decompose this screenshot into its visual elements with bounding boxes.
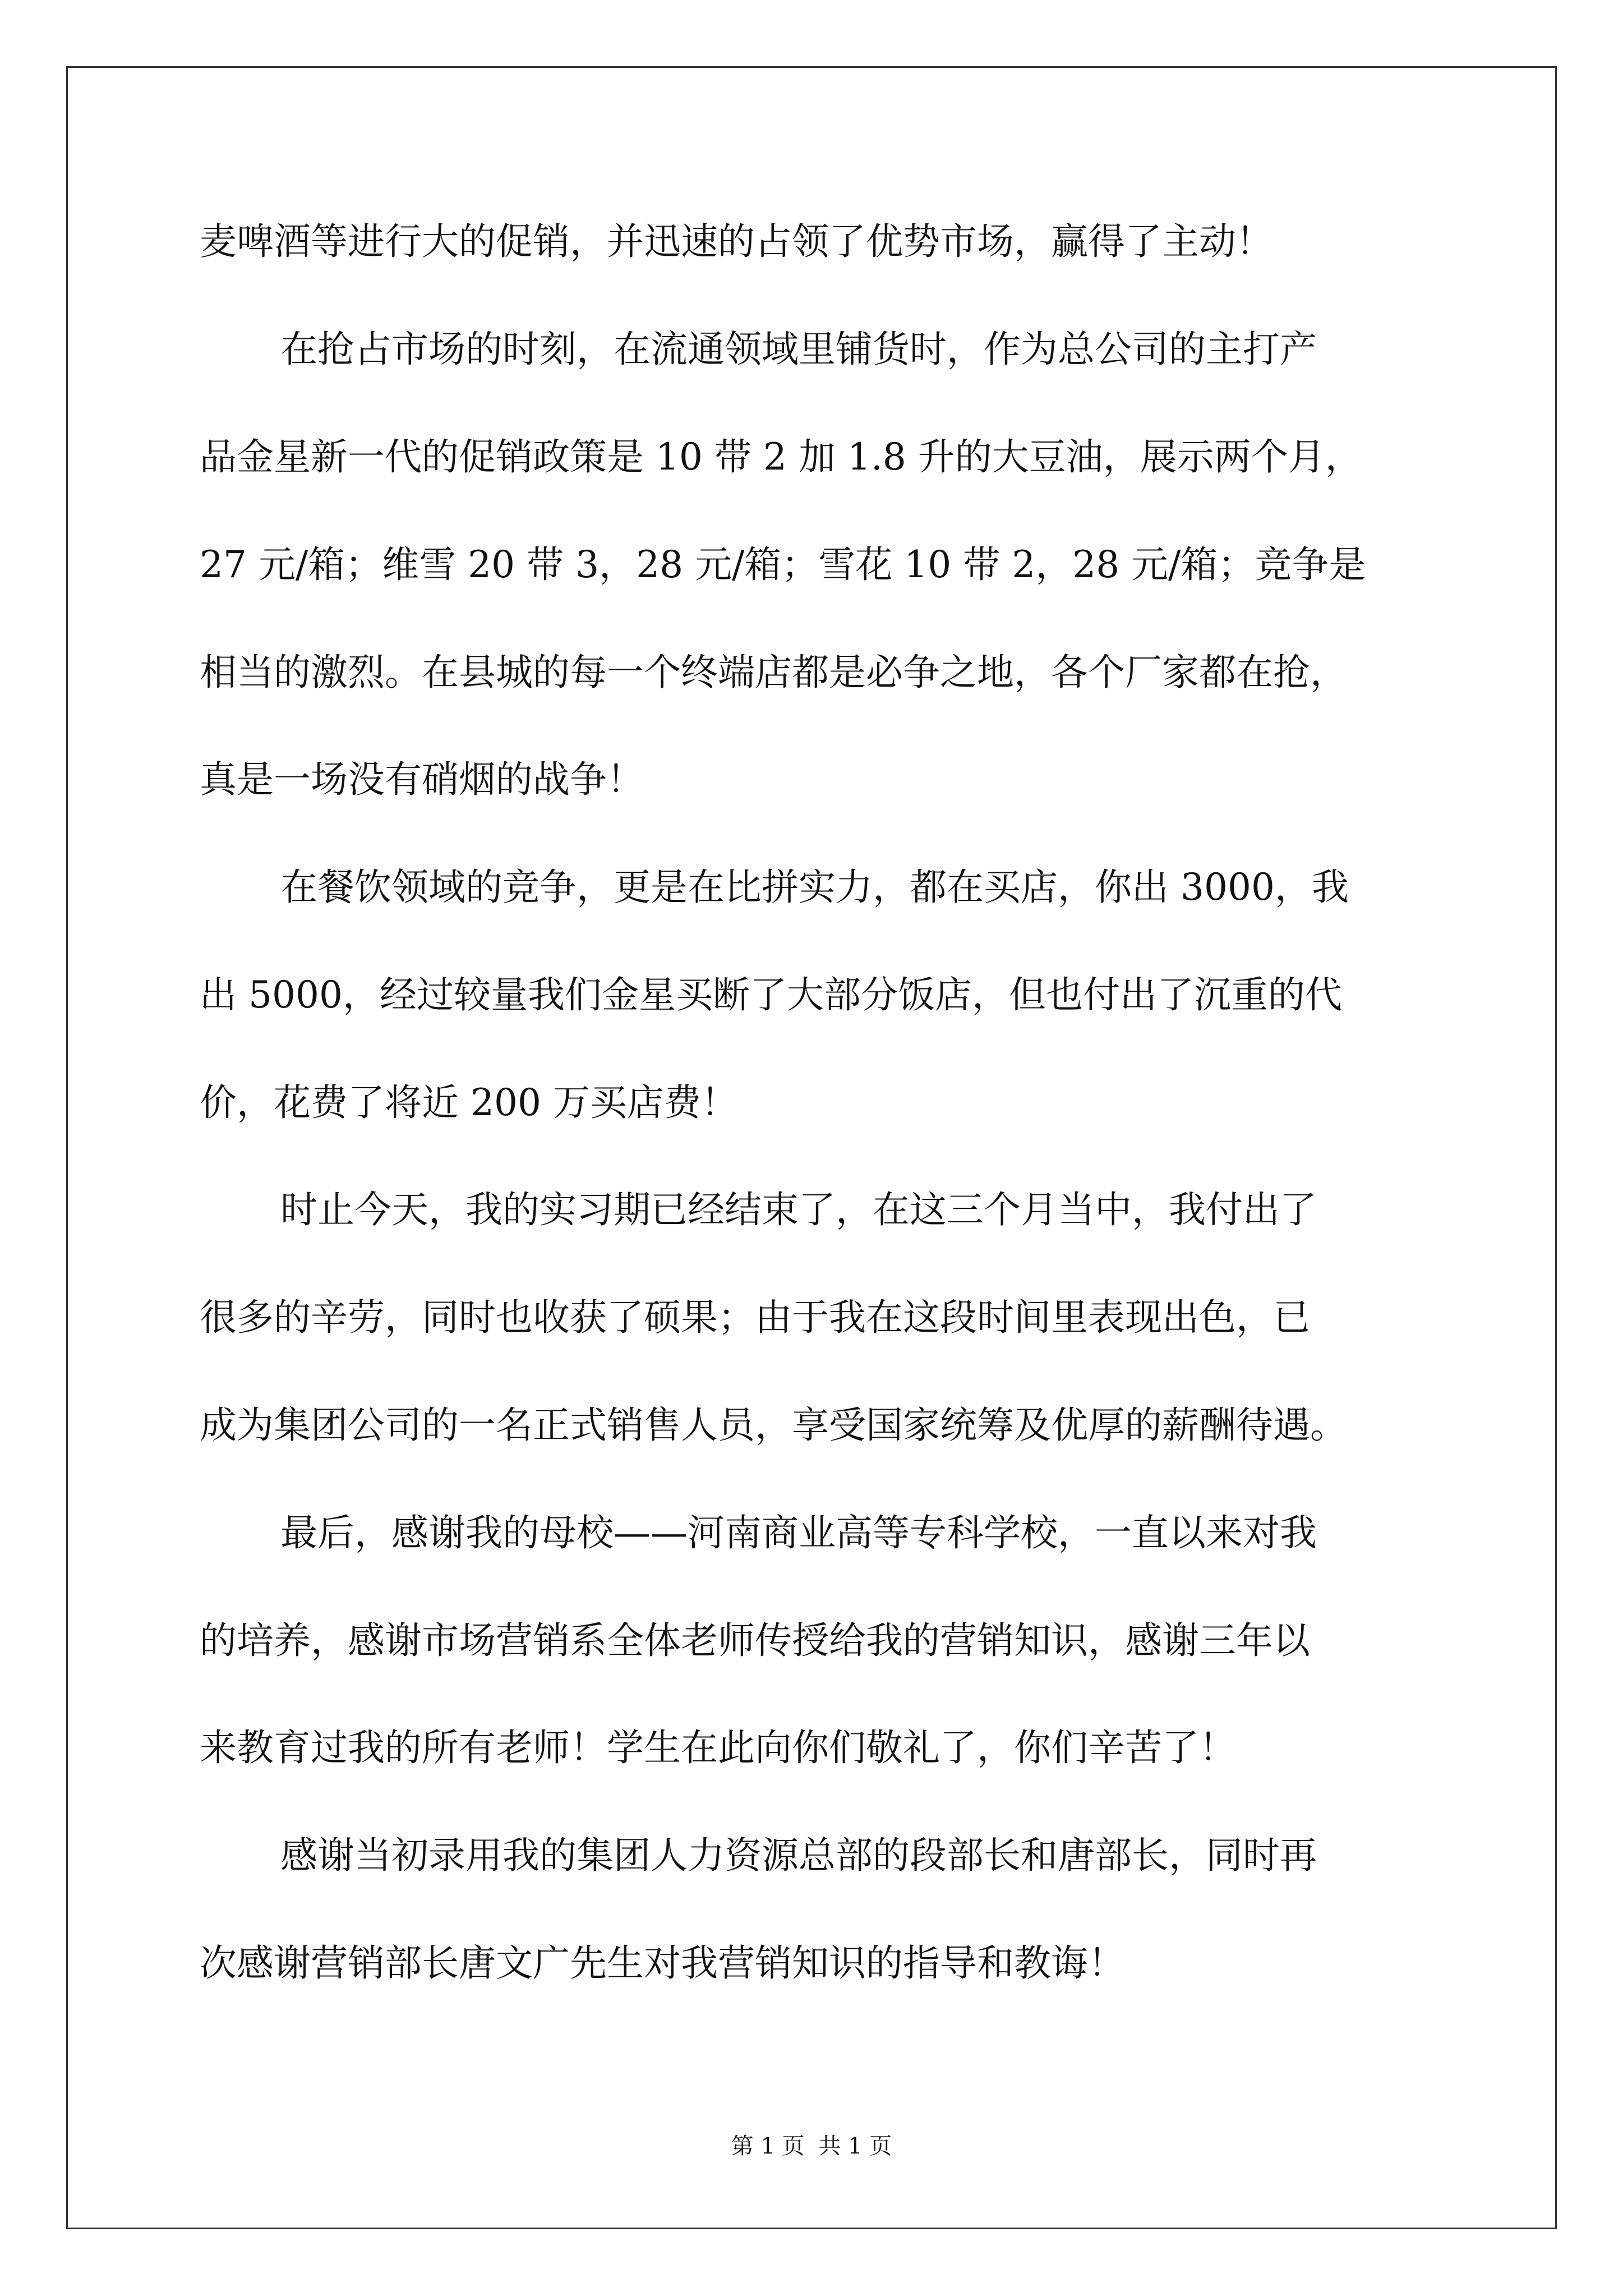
paragraph-first-line: 在抢占市场的时刻，在流通领域里铺货时，作为总公司的主打产: [280, 328, 1317, 371]
text-line: 品金星新一代的促销政策是 10 带 2 加 1.8 升的大豆油，展示两个月，: [200, 435, 1362, 478]
page-footer: [0, 2131, 1623, 2162]
text-line: 的培养，感谢市场营销系全体老师传授给我的营销知识，感谢三年以: [200, 1619, 1310, 1662]
text-line: 来教育过我的所有老师！学生在此向你们敬礼了，你们辛苦了！: [200, 1726, 1236, 1769]
text-line: 真是一场没有硝烟的战争！: [200, 758, 644, 801]
text-line: 次感谢营销部长唐文广先生对我营销知识的指导和教诲！: [200, 1941, 1125, 1985]
paragraph-first-line: 感谢当初录用我的集团人力资源总部的段部长和唐部长，同时再: [280, 1834, 1317, 1877]
text-line: 相当的激烈。在县城的每一个终端店都是必争之地，各个厂家都在抢，: [200, 651, 1347, 694]
paragraph-first-line: 最后，感谢我的母校——河南商业高等专科学校，一直以来对我: [280, 1511, 1317, 1554]
text-line: 价，花费了将近 200 万买店费！: [200, 1081, 738, 1124]
text-line: 27 元/箱；维雪 20 带 3，28 元/箱；雪花 10 带 2，28 元/箱；竞争是: [200, 543, 1366, 586]
page-border: [66, 66, 1557, 2229]
paragraph-first-line: 时止今天，我的实习期已经结束了，在这三个月当中，我付出了: [280, 1188, 1317, 1231]
paragraph-first-line: 在餐饮领域的竞争，更是在比拼实力，都在买店，你出 3000，我: [280, 866, 1349, 909]
text-line: 出 5000，经过较量我们金星买断了大部分饭店，但也付出了沉重的代: [200, 973, 1342, 1016]
page-total: 共 1 页: [818, 2133, 892, 2159]
text-line: 成为集团公司的一名正式销售人员，享受国家统筹及优厚的薪酬待遇。: [200, 1404, 1347, 1447]
text-line: 麦啤酒等进行大的促销，并迅速的占领了优势市场，赢得了主动！: [200, 220, 1273, 263]
page-number: 第 1 页: [731, 2133, 805, 2159]
text-line: 很多的辛劳，同时也收获了硕果；由于我在这段时间里表现出色，已: [200, 1296, 1310, 1339]
